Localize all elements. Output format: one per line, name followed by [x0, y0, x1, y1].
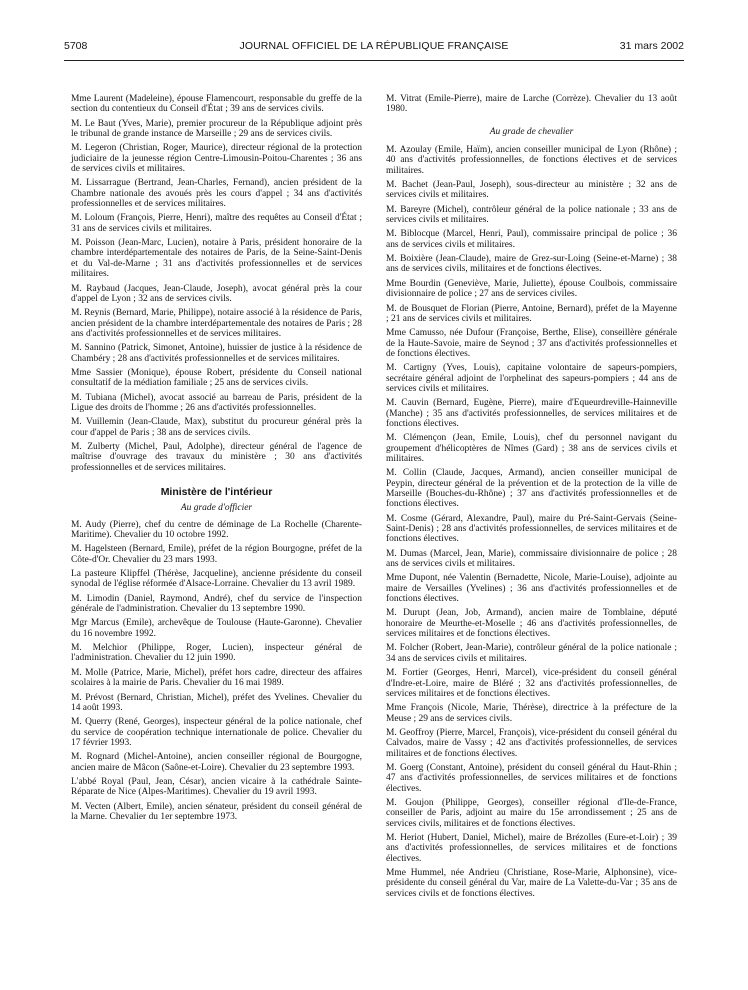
- list-item: M. Sannino (Patrick, Simonet, Antoine), huissier de justice à la résidence de Chambéry ; 28 ans d'activités professionnelles et de services militaires.: [71, 343, 362, 364]
- list-item: M. de Bousquet de Florian (Pierre, Antoine, Bernard), préfet de la Mayenne ; 21 ans de services civils et militaires.: [386, 303, 677, 324]
- entry-list-top-right: [386, 94, 677, 115]
- list-item: M. Vuillemin (Jean-Claude, Max), substitut du procureur général près la cour d'appel de Paris ; 38 ans de services civils.: [71, 417, 362, 438]
- list-item: M. Zulberty (Michel, Paul, Adolphe), directeur général de l'agence de maîtrise d'ouvrage des travaux du ministère ; 30 ans d'activités professionnelles et de services militaires.: [71, 441, 362, 473]
- list-item: M. Querry (René, Georges), inspecteur général de la police nationale, chef du service de coopération technique internationale de police. Chevalier du 17 février 1993.: [71, 717, 362, 748]
- list-item: M. Bachet (Jean-Paul, Joseph), sous-directeur au ministère ; 32 ans de services civils et militaires.: [386, 180, 677, 201]
- list-item: M. Dumas (Marcel, Jean, Marie), commissaire divisionnaire de police ; 28 ans de services civils et militaires.: [386, 548, 677, 570]
- publication-date: 31 mars 2002: [619, 40, 684, 52]
- list-item: M. Boixière (Jean-Claude), maire de Grez-sur-Loing (Seine-et-Marne) ; 38 ans de services civils, militaires et de fonctions électives.: [386, 254, 677, 275]
- list-item: M. Cosme (Gérard, Alexandre, Paul), maire du Pré-Saint-Gervais (Seine-Saint-Denis) ; 28 ans d'activités professionnelles, de services militaires et de fonctions électives.: [386, 513, 677, 545]
- list-item: M. Melchior (Philippe, Roger, Lucien), inspecteur général de l'administration. Chevalier du 12 juin 1990.: [71, 643, 362, 664]
- section-title: Ministère de l'intérieur: [160, 486, 273, 498]
- list-item: M. Tubiana (Michel), avocat associé au barreau de Paris, président de la Ligue des droits de l'homme ; 26 ans d'activités professionnelles.: [71, 392, 362, 413]
- list-item: M. Biblocque (Marcel, Henri, Paul), commissaire principal de police ; 36 ans de services civils et militaires.: [386, 229, 677, 250]
- list-item: M. Clémençon (Jean, Emile, Louis), chef du personnel navigant du groupement d'hélicoptères de Nîmes (Gard) ; 38 ans de services civils et militaires.: [386, 433, 677, 464]
- list-item: M. Bareyre (Michel), contrôleur général de la police nationale ; 33 ans de services civils et militaires.: [386, 204, 677, 226]
- list-item: M. Folcher (Robert, Jean-Marie), contrôleur général de la police nationale ; 34 ans de services civils et militaires.: [386, 643, 677, 664]
- grade-heading-officier: Au grade d'officier: [180, 503, 253, 514]
- list-item: M. Lissarrague (Bertrand, Jean-Charles, Fernand), ancien président de la Chambre nationale des avoués près les cours d'appel ; 34 ans d'activités professionnelles et de services militaires.: [71, 178, 362, 210]
- list-item: M. Limodin (Daniel, Raymond, André), chef du service de l'inspection générale de l'administration. Chevalier du 13 septembre 1990.: [71, 593, 362, 615]
- page-header: [64, 40, 684, 56]
- list-item: M. Fortier (Georges, Henri, Marcel), vice-président du conseil général d'Indre-et-Loire, maire de Bléré ; 32 ans d'activités professionnelles, de services militaires et de fonctions électives.: [386, 668, 677, 699]
- list-item: M. Molle (Patrice, Marie, Michel), préfet hors cadre, directeur des affaires scolaires à la mairie de Paris. Chevalier du 16 mai 1989.: [71, 667, 362, 689]
- list-item: L'abbé Royal (Paul, Jean, César), ancien vicaire à la cathédrale Sainte-Réparate de Nice (Alpes-Maritimes). Chevalier du 19 avril 1993.: [71, 776, 362, 798]
- list-item: Mme Bourdin (Geneviève, Marie, Juliette), épouse Coulbois, commissaire divisionnaire de police ; 27 ans de services civiles.: [386, 278, 677, 300]
- list-item: La pasteure Klipffel (Thérèse, Jacqueline), ancienne présidente du conseil synodal de l'église réformée d'Alsace-Lorraine. Chevalier du 13 avril 1989.: [71, 569, 362, 590]
- list-item: M. Goerg (Constant, Antoine), président du conseil général du Haut-Rhin ; 47 ans d'activités professionnelles, de services militaires et de fonctions électives.: [386, 762, 677, 794]
- list-item: M. Azoulay (Emile, Haïm), ancien conseiller municipal de Lyon (Rhône) ; 40 ans d'activités professionnelles, de fonctions électives et de services militaires.: [386, 145, 677, 176]
- list-item: M. Vitrat (Emile-Pierre), maire de Larche (Corrèze). Chevalier du 13 août 1980.: [386, 94, 677, 115]
- list-item: M. Prévost (Bernard, Christian, Michel), préfet des Yvelines. Chevalier du 14 août 1993.: [71, 692, 362, 713]
- list-item: M. Rognard (Michel-Antoine), ancien conseiller régional de Bourgogne, ancien maire de Mâcon (Saône-et-Loire). Chevalier du 23 septembre 1993.: [71, 752, 362, 773]
- list-item: Mme Laurent (Madeleine), épouse Flamencourt, responsable du greffe de la section du contentieux du Conseil d'État ; 39 ans de services civils.: [71, 94, 362, 115]
- list-item: M. Poisson (Jean-Marc, Lucien), notaire à Paris, président honoraire de la chambre interdépartementale des notaires de Paris, de la Seine-Saint-Denis et du Val-de-Marne ; 31 ans d'activités professionnelles et de services militaires.: [71, 238, 362, 280]
- entry-list-officier: [71, 520, 362, 823]
- list-item: Mme François (Nicole, Marie, Thérèse), directrice à la préfecture de la Meuse ; 29 ans de services civils.: [386, 703, 677, 724]
- list-item: M. Collin (Claude, Jacques, Armand), ancien conseiller municipal de Peypin, directeur général de la prévention et de la protection de la ville de Marseille (Bouches-du-Rhône) ; 37 ans d'activités professionnelles et de fonctions électives.: [386, 468, 677, 510]
- list-item: M. Audy (Pierre), chef du centre de déminage de La Rochelle (Charente-Maritime). Chevalier du 10 octobre 1992.: [71, 519, 362, 541]
- list-item: Mme Hummel, née Andrieu (Christiane, Rose-Marie, Alphonsine), vice-présidente du conseil général du Var, maire de La Valette-du-Var ; 35 ans de services civils et de fonctions électives.: [386, 868, 677, 899]
- journal-title: JOURNAL OFFICIEL DE LA RÉPUBLIQUE FRANÇAISE: [239, 40, 509, 52]
- list-item: M. Vecten (Albert, Emile), ancien sénateur, président du conseil général de la Marne. Chevalier du 1er septembre 1973.: [71, 801, 362, 822]
- grade-heading-chevalier: Au grade de chevalier: [489, 126, 574, 137]
- entry-list-top-left: [71, 94, 362, 473]
- list-item: M. Raybaud (Jacques, Jean-Claude, Joseph), avocat général près la cour d'appel de Lyon ; 32 ans de services civils.: [71, 283, 362, 304]
- list-item: M. Loloum (François, Pierre, Henri), maître des requêtes au Conseil d'État ; 31 ans de services civils et militaires.: [71, 213, 362, 234]
- list-item: M. Cauvin (Bernard, Eugène, Pierre), maire d'Equeurdreville-Hainneville (Manche) ; 35 ans d'activités professionnelles, de services militaires et de fonctions électives.: [386, 398, 677, 429]
- left-column: [71, 94, 362, 826]
- list-item: Mme Camusso, née Dufour (Françoise, Berthe, Elise), conseillère générale de la Haute-Savoie, maire de Seynod ; 37 ans d'activités professionnelles et de fonctions électives.: [386, 328, 677, 359]
- page-number: 5708: [64, 40, 88, 52]
- list-item: Mme Dupont, née Valentin (Bernadette, Nicole, Marie-Louise), adjointe au maire de Versailles (Yvelines) ; 36 ans d'activités professionnelles et de fonctions électives.: [386, 573, 677, 605]
- list-item: M. Reynis (Bernard, Marie, Philippe), notaire associé à la résidence de Paris, ancien président de la chambre interdépartementale des notaires de Paris ; 28 ans d'activités professionnelles et de services militaires.: [71, 308, 362, 339]
- list-item: M. Goujon (Philippe, Georges), conseiller régional d'Ile-de-France, conseiller de Paris, adjoint au maire du 15e arrondissement ; 25 ans de services civils, militaires et de fonctions électives.: [386, 797, 677, 829]
- list-item: M. Geoffroy (Pierre, Marcel, François), vice-président du conseil général du Calvados, maire de Vassy ; 42 ans d'activités professionnelles, de services militaires et de fonctions électives.: [386, 727, 677, 759]
- list-item: Mgr Marcus (Emile), archevêque de Toulouse (Haute-Garonne). Chevalier du 16 novembre 1992.: [71, 618, 362, 639]
- list-item: M. Hagelsteen (Bernard, Emile), préfet de la région Bourgogne, préfet de la Côte-d'Or. Chevalier du 23 mars 1993.: [71, 544, 362, 565]
- right-column: [386, 94, 677, 903]
- list-item: M. Durupt (Jean, Job, Armand), ancien maire de Tomblaine, député honoraire de Meurthe-et-Moselle ; 46 ans d'activités professionnelles, de services militaires et de fonctions électives.: [386, 608, 677, 640]
- list-item: M. Cartigny (Yves, Louis), capitaine volontaire de sapeurs-pompiers, secrétaire général adjoint de l'orphelinat des sapeurs-pompiers ; 44 ans de services civils et militaires.: [386, 363, 677, 394]
- list-item: M. Legeron (Christian, Roger, Maurice), directeur régional de la protection judiciaire de la jeunesse région Centre-Limousin-Poitou-Charentes ; 36 ans de services civils et militaires.: [71, 143, 362, 175]
- list-item: M. Heriot (Hubert, Daniel, Michel), maire de Brézolles (Eure-et-Loir) ; 39 ans d'activités professionnelles, de services militaires et de fonctions électives.: [386, 832, 677, 864]
- list-item: M. Le Baut (Yves, Marie), premier procureur de la République adjoint près le tribunal de grande instance de Marseille ; 29 ans de services civils.: [71, 118, 362, 140]
- header-rule: [64, 60, 684, 61]
- list-item: Mme Sassier (Monique), épouse Robert, présidente du Conseil national consultatif de la médiation familiale ; 25 ans de services civils.: [71, 367, 362, 389]
- entry-list-chevalier: [386, 145, 677, 899]
